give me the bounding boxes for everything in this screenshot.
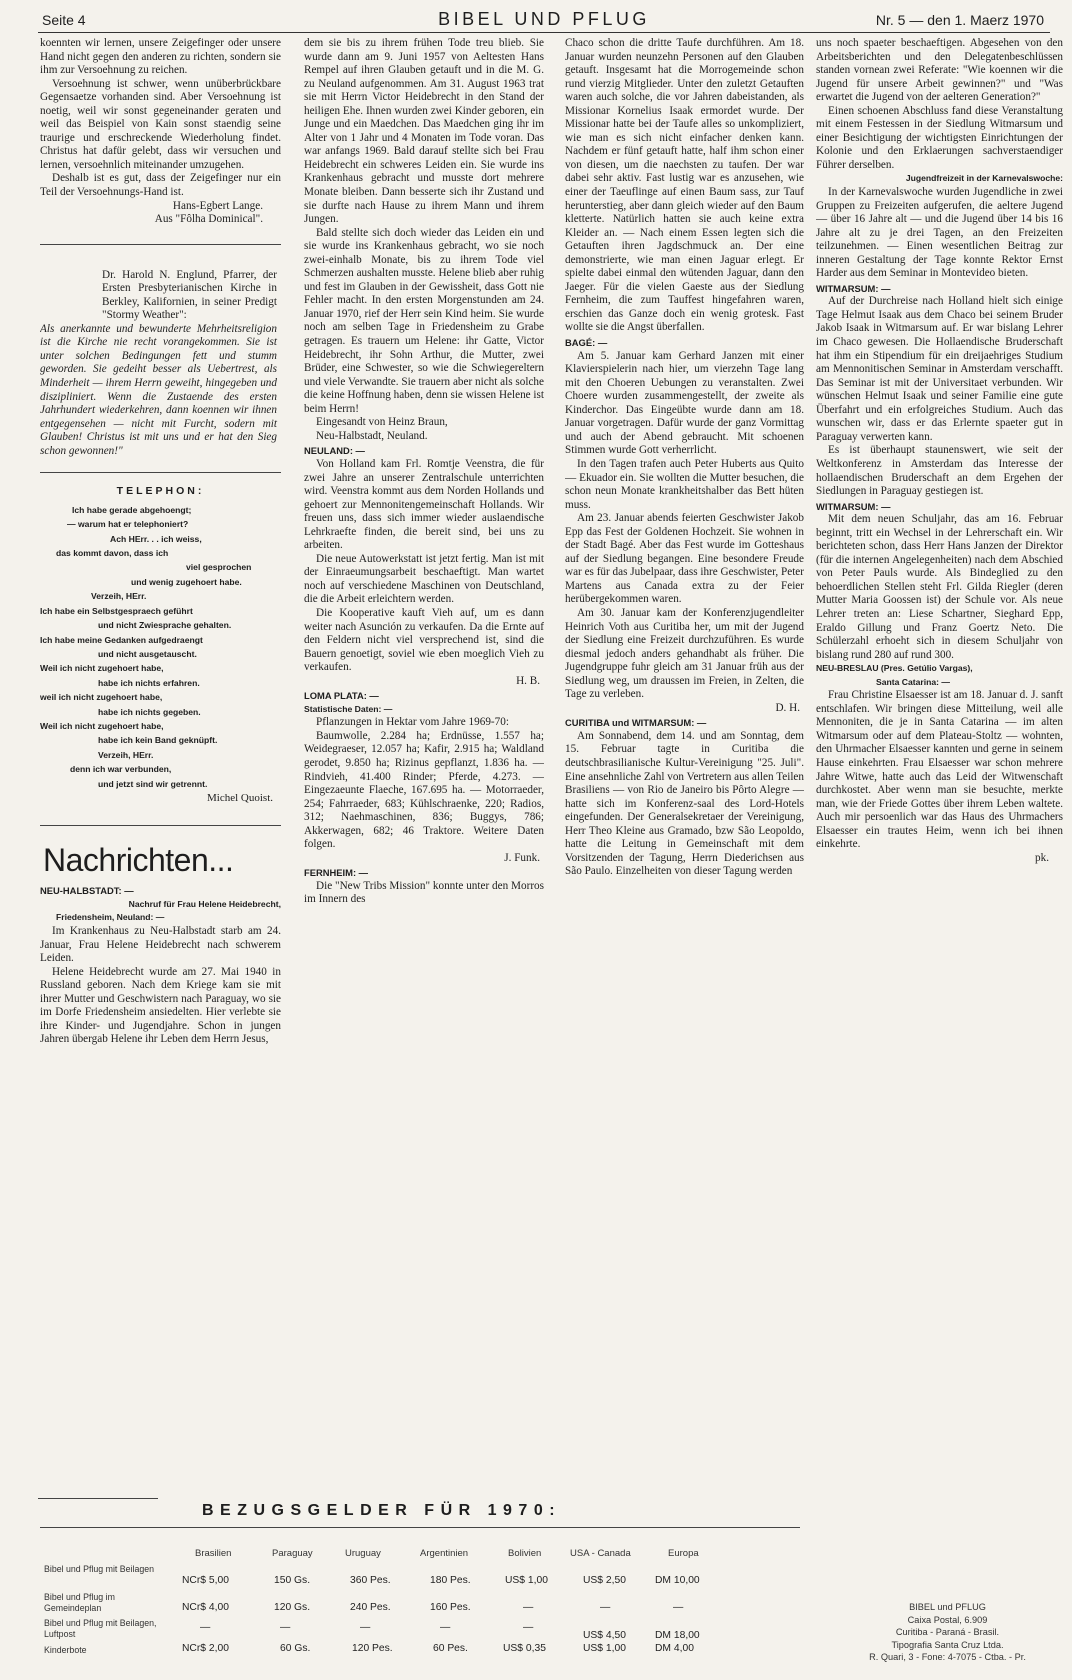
article-text: Die "New Tribs Mission" konnte unter den Morros im Innern des: [304, 879, 544, 906]
price-cell: —: [360, 1622, 371, 1633]
article-text: Am Sonnabend, dem 14. und am Sonntag, dem 15. Februar tagte in Curitiba die deutschbrasilianische Kultur-Vereinigung "25. Juli". Eine ansehnliche Zahl von Vertretern aus allen Teilen Brasiliens — von Rio de Janeiro bis Pôrto Alegre — hatte sich im Konferenz-saal des Lord-Hotels eingefunden. Der Generalsekretaer der Vereinigung, Herr Theo Kleine aus Gramado, bzw São Leopoldo, hatte die Leitung in Gemeinschaft mit dem Vorsitzenden der Tagung, Herrn Diederichsen aus São Paulo. Einzelheiten von dieser Tagung werden: [565, 729, 804, 878]
poem-line: habe ich nichts gegeben.: [98, 706, 201, 717]
poem-line: habe ich nichts erfahren.: [98, 677, 200, 688]
poem-line: viel gesprochen: [186, 562, 252, 573]
price-cell: DM 4,00: [655, 1643, 694, 1654]
column-header: USA - Canada: [570, 1548, 631, 1559]
row-label: Bibel und Pflug im Gemeindeplan: [44, 1592, 115, 1613]
article-text: Von Holland kam Frl. Romtje Veenstra, die für zwei Jahre an unserer Zentralschule unterrichten wird. Veenstra kommt aus dem Norden Hollands und gehoert zur Mennonitengemeinschaft Hollands. Wir freuen uns, dass sich immer wieder auslaendische Lehrkraefte finden, die bereit sind, bei uns zu arbeiten.: [304, 457, 544, 552]
divider: [40, 472, 281, 473]
source-line: Aus "Fôlha Dominical".: [154, 213, 263, 226]
price-cell: DM 18,00: [655, 1630, 700, 1641]
article-text: Im Krankenhaus zu Neu-Halbstadt starb am 24. Januar, Frau Helene Heidebrecht nach schwerem Leiden.: [40, 925, 281, 965]
quote-text: Als anerkannte und bewunderte Mehrheitsreligion ist die Kirche nie recht vorangekommen. Sie ist unter solchen Bedingungen fett und stumm geworden. Sie gedeiht besser als Uebertrest, als Minderheit — ihrem Herrn geweiht, hingegeben und diszipliniert. Wenn die Zustaende des ersten Jahrhundert wiederkehren, dann koennen wir ihnen entgegensehen — nicht mit Furcht, sodern mit Glauben! Christus ist mit uns und er hat den Sieg schon gewonnen!": [40, 322, 277, 457]
page-header: [38, 8, 1050, 33]
price-cell: —: [440, 1622, 451, 1633]
poem-line: habe ich kein Band geknüpft.: [98, 735, 218, 746]
address-line: Caixa Postal, 6.909: [907, 1614, 988, 1625]
column-header: Brasilien: [195, 1548, 232, 1559]
column-header: Europa: [668, 1548, 699, 1559]
dateline: NEU-HALBSTADT: —: [40, 885, 134, 897]
price-cell: 120 Pes.: [352, 1643, 393, 1654]
address-line: Tipografia Santa Cruz Ltda.: [891, 1639, 1004, 1650]
poem-line: und wenig zugehoert habe.: [131, 576, 242, 587]
dateline: WITMARSUM: —: [816, 500, 891, 512]
author-signature: Hans-Egbert Lange.: [172, 199, 263, 212]
article-text: Versoehnung ist schwer, wenn unüberbrückbare Gegensaetze vorhanden sind. Aber Versoehnung ist noetig, weil wir sonst gegeneinander geraten und weil das Beispiel von Kain sonst staendig seine traurige und erschreckende Wiederholung findet. Christus hat dafür gelebt, dass wir versuchen und lernen, versoehnlich miteinander umzugehen.: [40, 77, 281, 171]
price-cell: 240 Pes.: [350, 1602, 391, 1613]
dateline: LOMA PLATA: —: [304, 690, 379, 702]
poem-title: TELEPHON:: [116, 485, 205, 498]
column-4: [816, 37, 1063, 1517]
article-text: Bald stellte sich doch wieder das Leiden ein und sie wurde ins Krankenhaus gebracht, wo sie noch zwei-einhalb Monate, bis zu ihrem Tode viel Schmerzen aushalten musste. Helene blieb aber ruhig und fest im Glauben in der Gewissheit, dass Gott nie Fehler macht. In den ersten Morgenstunden am 24. Januar 1970, rief der Herr sein Kind heim. Sie wurde noch am selben Tage in Friedensheim zu Grabe getragen. Es trauern um Helene: ihr Gatte, Victor Heidebrecht, ihr Sohn Arthur, die Mutter, zwei Brüder, eine Schwester, so wie die Schwiegereltern und viele Verwandte. Sie trauern aber nicht als solche die keine Hoffnung haben, denn sie wissen Helene ist beim Herrn!: [304, 226, 544, 415]
poem-line: weil ich nicht zugehoert habe,: [40, 692, 163, 703]
poem: [40, 503, 281, 806]
poem-line: Ach HErr. . . ich weiss,: [110, 533, 202, 544]
divider: [40, 825, 281, 826]
column-3: [565, 37, 804, 1497]
price-cell: NCr$ 2,00: [182, 1643, 229, 1654]
poem-line: Ich habe gerade abgehoengt;: [72, 504, 192, 515]
dateline: Santa Catarina: —: [876, 676, 951, 687]
article-text: Deshalb ist es gut, dass der Zeigefinger nur ein Teil der Versoehnungs-Hand ist.: [40, 172, 281, 199]
article-text: Neu-Halbstadt, Neuland.: [316, 429, 428, 442]
article-text: Es ist überhaupt staunenswert, wie seit der Weltkonferenz in Amsterdam das Interesse der hollaendischen Bruderschaft an dem Ergehen der Siedlungen in Paraguay gestiegen ist.: [816, 444, 1063, 498]
price-cell: 180 Pes.: [430, 1575, 471, 1586]
price-cell: DM 10,00: [655, 1575, 700, 1586]
page-number: Seite 4: [42, 12, 86, 28]
article-text: In den Tagen trafen auch Peter Huberts aus Quito — Ekuador ein. Sie wollten die Mutter besuchen, die schon neun Monate krankheitshalber das Bett hüten muss.: [565, 457, 804, 511]
publisher-address: [845, 1601, 1050, 1664]
article-text: Frau Christine Elsaesser ist am 18. Januar d. J. sanft entschlafen. Wir bringen diese Mitteilung, weil alle Mennoniten, die je in Santa Catarina — im alten Witmarsum oder auf dem Plateau-Stoltz — wohnten, den Uhrmacher Elsaesser kannten und gerne in seinem Hause einkehrten. Frau Elsaesser war schon mehrere Jahre Witwe, hatte auch das Leid der Witwenschaft durchkostet. Aber wenn man sie besuchte, merkte man, wie der Friede Gottes über ihrem Leben waltete. Auch mir persoenlich war das Haus des Uhrmachers Elsaesser ein trautes Heim, wenn ich bei ihnen einkehrte.: [816, 689, 1063, 851]
poem-line: denn ich war verbunden,: [70, 764, 172, 775]
masthead: BIBEL UND PFLUG: [438, 9, 650, 29]
address-line: R. Quari, 3 - Fone: 4-7075 - Ctba. - Pr.: [869, 1652, 1026, 1662]
article-text: Am 5. Januar kam Gerhard Janzen mit einer Klavierspielerin nach hier, um vierzehn Tage lang mit den Choeren Uebungen zu veranstalten. Zwei Choere wurden zusammengestellt, der zweite als Kinderchor. Das Eingeübte wurde dann am 18. Januar vorgetragen. Dafür wurde der ganz Vormittag und auch der Abend gebraucht. Mit schoenen Stimmen wurde Gott verherrlicht.: [565, 349, 804, 457]
row-label: Bibel und Pflug mit Beilagen: [44, 1564, 155, 1574]
article-subheading: Jugendfreizeit in der Karnevalswoche:: [905, 173, 1063, 184]
author-signature: pk.: [1035, 851, 1049, 864]
author-signature: H. B.: [516, 674, 540, 687]
article-subheading: Statistische Daten: —: [304, 703, 393, 714]
poem-line: und nicht ausgetauscht.: [98, 648, 197, 659]
price-cell: 60 Pes.: [433, 1643, 468, 1654]
article-subheading: Nachruf für Frau Helene Heidebrecht,: [128, 898, 281, 909]
price-cell: —: [673, 1602, 684, 1613]
article-text: Baumwolle, 2.284 ha; Erdnüsse, 1.557 ha; Weidegraeser, 12.057 ha; Kafir, 2.915 ha; Waldland gerodet, 9.850 ha; Rizinus gepflanzt, 1.836 ha. — Rindvieh, 41.400 Rinder; Pferde, 4.273. — Eingezaeunte Flaeche, 167.695 ha. — Motorraeder, 254; Fahrraeder, 683; Kühlschraenke, 220; Radios, 312; Naehmaschinen, 836; Buggys, 786; Akkerwagen, 682; 46 Traktore. Weitere Daten folgen.: [304, 729, 544, 851]
column-header: Bolivien: [508, 1548, 542, 1559]
price-cell: 60 Gs.: [280, 1643, 311, 1654]
article-text: Helene Heidebrecht wurde am 27. Mai 1940 in Russland geboren. Nach dem Kriege kam sie mit ihrer Mutter und Geschwistern nach Paraguay, wo sie im Dorfe Friedensheim ansiedelten. Hier verlebte sie ihre Kinder- und Jugendjahre. Schon in jungen Jahren übergab Helene ihr Leben dem Herrn Jesus,: [40, 965, 281, 1046]
price-cell: 160 Pes.: [430, 1602, 471, 1613]
issue-date: Nr. 5 — den 1. Maerz 1970: [875, 12, 1044, 28]
price-cell: US$ 4,50: [583, 1630, 626, 1641]
row-label: Kinderbote: [44, 1645, 87, 1655]
price-cell: NCr$ 5,00: [182, 1575, 229, 1586]
author-signature: D. H.: [775, 701, 800, 714]
column-1: [40, 37, 281, 1497]
divider: [38, 1498, 158, 1499]
price-cell: US$ 2,50: [583, 1575, 626, 1586]
price-cell: —: [600, 1602, 611, 1613]
article-text: Die neue Autowerkstatt ist jetzt fertig. Man ist mit der Einraeumungsarbeit beschaeftigt. Man wartet noch auf verschiedene Maschinen von Deutschland, die die Arbeit erleichtern werden.: [304, 552, 544, 606]
article-text: In der Karnevalswoche wurden Jugendliche in zwei Gruppen zu Freizeiten aufgerufen, die aeltere Jugend — über 16 Jahre alt — und die Jugend über 14 bis 16 Jahre alt zu je drei Tagen, an den Freizeiten teilzunehmen. — Einen wesentlichen Beitrag zur inneren Gestaltung der Tage konnte Rektor Ernst Harder aus dem Seminar in Montevideo bieten.: [816, 186, 1063, 280]
divider: [40, 1527, 800, 1528]
article-text: Chaco schon die dritte Taufe durchführen. Am 18. Januar wurden neunzehn Personen auf den Glauben getauft. Insgesamt hat die Morrogemeinde schon rund vierzig Mitglieder. Unter den zuletzt Getauften waren auch solche, die vor Jahren dabeistanden, als Missionar Kornelius Isaak ermordet wurde. Der Missionar hatte bei der Taufe alles so unkompliziert, wie man es sich nicht einfacher denken kann. Nachdem er fünf getauft hatte, half ihm schon einer von diesen, um die naechsten zu taufen. Der war dabei sehr aktiv. Fast lustig war es anzusehen, wie einer der Taeuflinge auf einen Baum sass, zur Tauf herunterstieg, aber dann gleich wieder auf den Baum kletterte. Natürlich hatten sie auch keine extra Kleider an. — Nach einem Essen legten sich die Getauften ihren Jagdschmuck an. Der eine demonstrierte, wie man einen Jaguar erlegt. Er spielte dabei einmal den wütenden Jaguar, dann den Jaeger. Für die vielen Gaeste aus der Siedlung Fernheim, die zum Tauffest hingefahren waren, erschien das Ganze doch ein wenig grotesk. Fast wollte sie die Angst überfallen.: [565, 37, 804, 334]
poem-line: Verzeih, HErr.: [98, 749, 154, 760]
price-cell: —: [523, 1602, 534, 1613]
article-text: Die Kooperative kauft Vieh auf, um es dann weiter nach Asunción zu verkaufen. Da die Ernte auf den Feldern nicht viel versprechend ist, sind die Bauern genoetigt, soviel wie eben moeglich Vieh zu verkaufen.: [304, 606, 544, 674]
poem-author: Michel Quoist.: [207, 791, 273, 804]
article-text: Einen schoenen Abschluss fand diese Veranstaltung mit einem Festessen in der Siedlung Witmarsum und einer Besichtigung der wichtigsten Einrichtungen der Kolonie und den Erklaerungen sachverstaendiger Führer derselben.: [816, 104, 1063, 171]
price-cell: US$ 1,00: [505, 1575, 548, 1586]
article-text: Am 23. Januar abends feierten Geschwister Jakob Epp das Fest der Goldenen Hochzeit. Sie wohnen in der Stadt Bagé. Aber das Fest wurde im Gotteshaus auf der Siedlung begangen. Eine besondere Freude war es für das Jubelpaar, dass ihre Geschwister, Peter Martens aus Canada extra zu der Feier herübergekommen waren.: [565, 512, 804, 606]
poem-line: Weil ich nicht zugehoert habe,: [40, 720, 164, 731]
poem-line: und jetzt sind wir getrennt.: [98, 778, 208, 789]
dateline: BAGÉ: —: [565, 337, 608, 349]
column-header: Uruguay: [345, 1548, 381, 1559]
dateline: CURITIBA und WITMARSUM: —: [565, 717, 707, 729]
section-title: Nachrichten...: [43, 842, 234, 879]
article-text: Am 30. Januar kam der Konferenzjugendleiter Heinrich Voth aus Curitiba her, um mit der Jugend der Siedlung eine Freizeit durchzuführen. Es wurde diesmal jedoch anders gehandhabt als früher. Die Jugendgruppe fuhr gleich am 31 Januar früh aus der Siedlung weg, um draussen im Freien, in Zelten, die Tage zu verleben.: [565, 606, 804, 701]
poem-line: Verzeih, HErr.: [91, 591, 147, 602]
poem-line: — warum hat er telephoniert?: [67, 519, 189, 530]
row-label: Bibel und Pflug mit Beilagen, Luftpost: [44, 1618, 157, 1639]
column-header: Paraguay: [272, 1548, 313, 1559]
address-line: BIBEL und PFLUG: [909, 1602, 986, 1612]
price-cell: 150 Gs.: [274, 1575, 311, 1586]
article-text: Auf der Durchreise nach Holland hielt sich einige Tage Helmut Isaak aus dem Chaco bei seinem Bruder Jakob Isaak in Witmarsum auf. Er war bislang Lehrer im Chaco gewesen. Die Hollaendische Bruderschaft hat ihm ein Stipendium für ein dreijaehriges Studium am Mennonitischen Seminar in Amsterdam verschafft. Das Seminar ist mit der Universitaet verbunden. Wir wünschen Helmut Isaak und seiner Familie eine gute Überfahrt und ein erfolgreiches Studium. Auch das wunschen wir, dass er das Erlernte spaeter gut in Paraguay verwerten kann.: [816, 295, 1063, 443]
address-line: Curitiba - Paraná - Brasil.: [895, 1627, 1000, 1637]
column-header: Argentinien: [420, 1548, 469, 1559]
divider: [40, 244, 281, 245]
dateline: NEU-BRESLAU (Pres. Getúlio Vargas),: [816, 663, 973, 674]
poem-line: Ich habe ein Selbstgespraech geführt: [40, 605, 193, 616]
column-2: [304, 37, 544, 1497]
price-cell: —: [523, 1622, 534, 1633]
quote-intro: Dr. Harold N. Englund, Pfarrer, der Ersten Presbyterianischen Kirche in Berkley, Kalifornien, in seiner Predigt "Stormy Weather":: [102, 268, 277, 322]
article-text: uns noch spaeter beschaeftigen. Abgesehen von den Arbeitsberichten und den Delegatenbeschlüssen standen vornean zwei Referate: "Wie koennen wir die Jugend für unsere Arbeit gewinnen?" und "Was erwartet die Jugend von der aelteren Generation?": [816, 37, 1063, 104]
dateline: WITMARSUM: —: [816, 282, 891, 294]
article-subheading: Friedensheim, Neuland: —: [56, 912, 165, 923]
article-text: Pflanzungen in Hektar vom Jahre 1969-70:: [316, 716, 509, 729]
dateline: NEULAND: —: [304, 445, 365, 457]
article-text: koennten wir lernen, unsere Zeigefinger oder unsere Hand nicht gegen den anderen zu richten, sondern sie ihm zur Versoehnung zu reichen.: [40, 37, 281, 77]
price-cell: NCr$ 4,00: [182, 1602, 229, 1613]
article-text: Mit dem neuen Schuljahr, das am 16. Februar beginnt, tritt ein Wechsel in der Lehrerschaft ein. Wir berichteten schon, dass Herr Hans Janzen der Direktor (für die internen Angelegenheiten) nach dem Abschied von Peter Pauls wurde. Als Bindeglied zu den behoerdlichen Stellen steht Frl. Gilda Riegler (deren Mutter Maria Goossen ist) der Schule vor. Als neue Lehrer treten an: Liese Schartner, Sieghard Epp, Eraldo Gillung und Franz Goertz Neto. Die Schülerzahl erhoeht sich in diesem Schuljahr von bislang rund 280 auf rund 300.: [816, 513, 1063, 661]
poem-line: Weil ich nicht zugehoert habe,: [40, 663, 164, 674]
price-cell: US$ 1,00: [583, 1643, 626, 1654]
price-cell: —: [200, 1622, 211, 1633]
poem-line: Ich habe meine Gedanken aufgedraengt: [40, 634, 203, 645]
poem-line: das kommt davon, dass ich: [56, 548, 169, 559]
subscription-title: BEZUGSGELDER FÜR 1970:: [202, 1502, 562, 1519]
dateline: FERNHEIM: —: [304, 867, 369, 879]
article-text: Eingesandt von Heinz Braun,: [316, 416, 448, 429]
author-signature: J. Funk.: [504, 851, 540, 864]
poem-line: und nicht Zwiesprache gehalten.: [98, 620, 232, 631]
price-cell: 360 Pes.: [350, 1575, 391, 1586]
price-cell: 120 Gs.: [274, 1602, 311, 1613]
price-cell: US$ 0,35: [503, 1643, 546, 1654]
price-cell: —: [280, 1622, 291, 1633]
article-text: dem sie bis zu ihrem frühen Tode treu blieb. Sie wurde dann am 9. Juni 1957 von Aeltesten Hans Rempel auf ihren Glauben getauft und in die M. G. zu Neuland aufgenommen. Am 31. August 1963 trat sie mit Herrn Victor Heidebrecht in den Stand der heiligen Ehe. Ihnen wurden zwei Kinder geboren, ein Junge und ein Maedchen. Das Maedchen ging ihr im Alter von 1 Jahr und 4 Monaten im Tode voran. Das war anfangs 1969. Bald darauf stellte sich bei Frau Heidebrecht ein schweres Leiden ein. Sie wurde ins Krankenhaus gebracht und musste dort mehrere Monate bleiben. Dann besserte sich ihr Zustand und sie durfte nach Hause zu ihrem Mann und ihrem Jungen.: [304, 37, 544, 226]
